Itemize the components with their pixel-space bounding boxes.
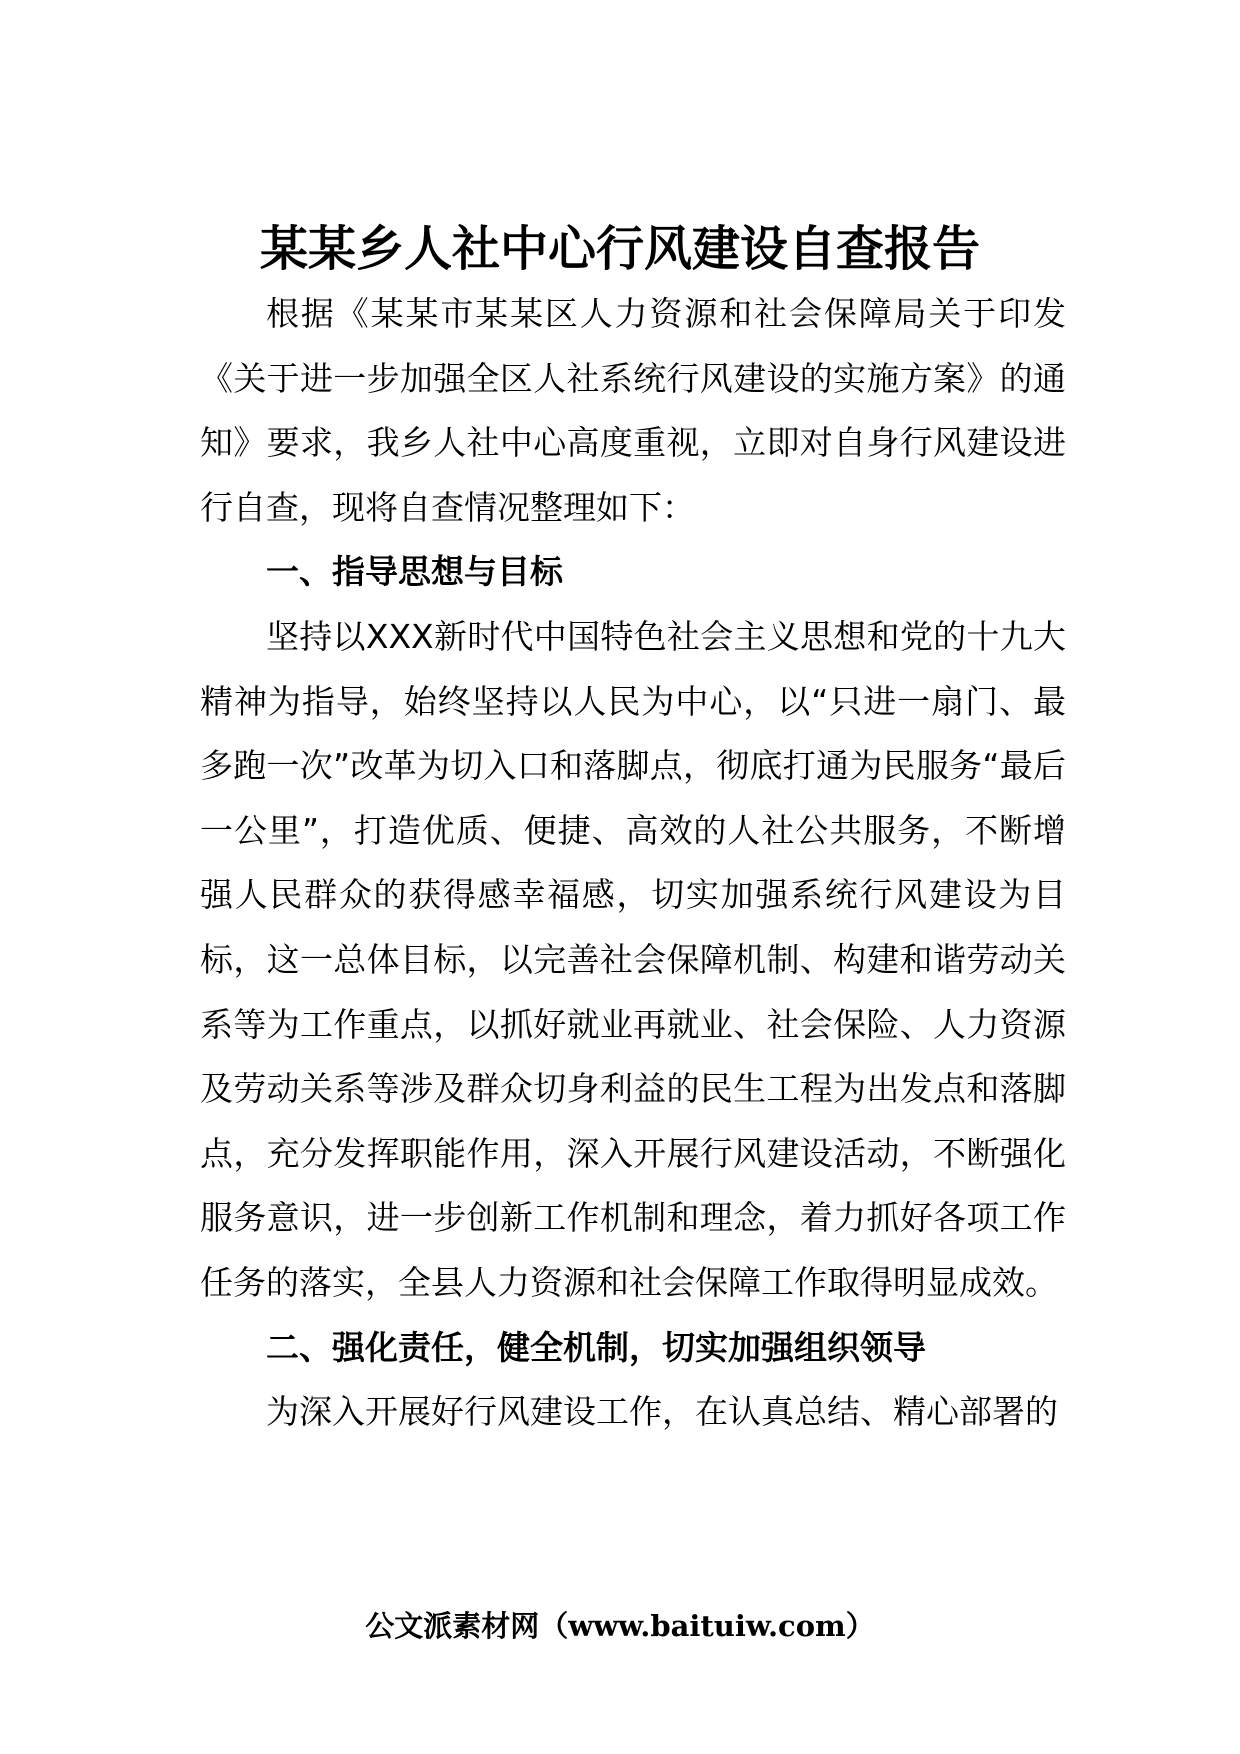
document-title: 某某乡人社中心行风建设自查报告 [259,221,980,277]
paragraph-guiding-ideology: 坚持以XXX新时代中国特色社会主义思想和党的十九大精神为指导，始终坚持以人民为中心，以“只进一扇门、最多跑一次”改革为切入口和落脚点，彻底打通为民服务“最后一公里”，打造优质、便捷、高效的人社公共服务，不断增强人民群众的获得感幸福感，切实加强系统行风建设为目标，这一总体目标，以完善社会保障机制、构建和谐劳动关系等为工作重点，以抓好就业再就业、社会保险、人力资源及劳动关系等涉及群众切身利益的民生工程为出发点和落脚点，充分发挥职能作用，深入开展行风建设活动，不断强化服务意识，进一步创新工作机制和理念，着力抓好各项工作任务的落实，全县人力资源和社会保障工作取得明显成效。 [200,616,1066,1302]
document-body [200,282,1066,1445]
section-heading-2: 二、强化责任，健全机制，切实加强组织领导 [266,1327,926,1367]
paragraph-responsibility: 为深入开展好行风建设工作，在认真总结、精心部署的 [266,1392,1058,1432]
paragraph-intro: 根据《某某市某某区人力资源和社会保障局关于印发《关于进一步加强全区人社系统行风建设的实施方案》的通知》要求，我乡人社中心高度重视，立即对自身行风建设进行自查，现将自查情况整理如下： [200,294,1066,527]
section-heading-1: 一、指导思想与目标 [266,552,563,592]
page-footer: 公文派素材网（www.baituiw.com） [365,1609,875,1643]
